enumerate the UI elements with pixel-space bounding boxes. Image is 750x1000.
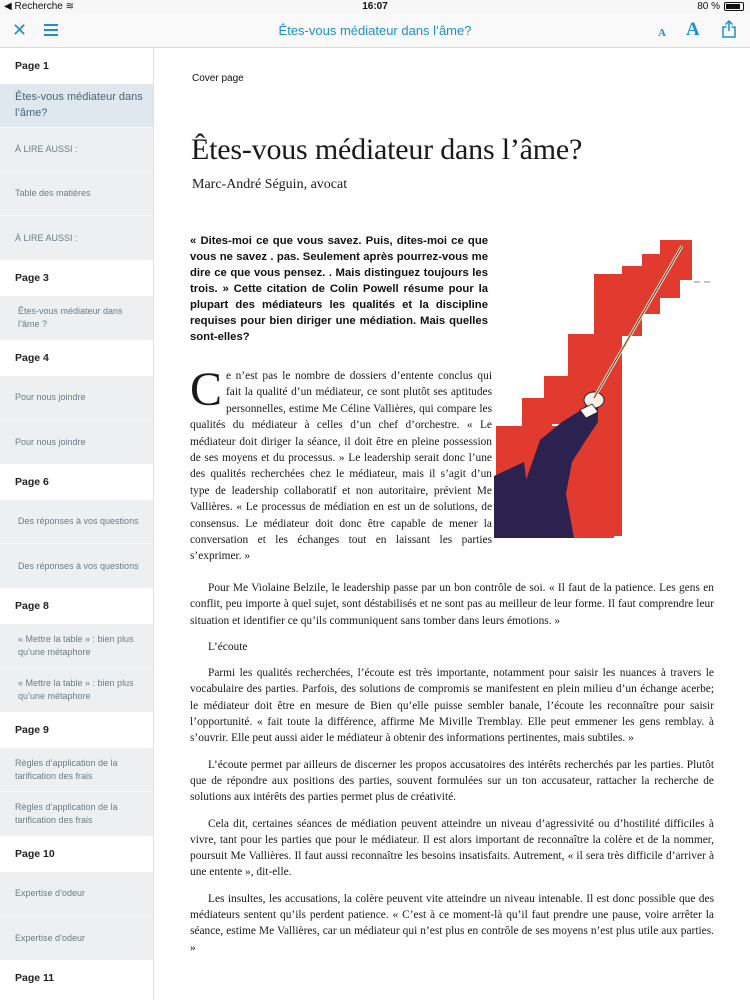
toc-item[interactable]: Pour nous joindre [15, 436, 86, 447]
battery-percent: 80 % [697, 1, 720, 12]
toc-item[interactable]: Table des matières [0, 172, 153, 216]
toc-group [0, 376, 153, 464]
section-subheading: L’écoute [208, 640, 248, 653]
article-title: Êtes-vous médiateur dans l’âme? [191, 133, 583, 166]
toc-page-header[interactable]: Page 3 [0, 260, 153, 296]
article-lede: « Dites-moi ce que vous savez. Puis, dites-moi ce que vous ne savez . pas. Seulement après pourrez-vous me dire ce que vous pensez. . Mais distinguez toujours les trois. » Cette citation de Colin Powell résume pour la plupart des médiateurs les qualités et la discipline requises pour bien diriger une médiation. Mais quelles sont-elles? [190, 235, 488, 343]
navigation-bar [0, 14, 750, 48]
document-title: Êtes-vous médiateur dans l’âme? [278, 23, 472, 38]
status-time: 16:07 [362, 1, 388, 12]
paragraph: Parmi les qualités recherchées, l’écoute est très importante, notamment pour saisir les nuances à travers le vocabulaire des parties. Parfois, des solutions de compromis se manifestent en plein milieu d’un échange acerbe; le médiateur doit être en mesure de Bien qu’elle puisse sembler banale, l’écoute les reconnaître pour saisir l’opportunité. « fait toute la différence, affirme Me Miville Tremblay. Elle peut emmener les gens remblay. à s’ouvrir. Elle peut aussi aider le médiateur à obtenir des informations pertinentes, mais subtiles. » [190, 667, 714, 745]
toc-item[interactable]: Pour nous joindre [0, 376, 153, 420]
toc-group [0, 624, 153, 712]
toc-group [0, 748, 153, 836]
toc-item[interactable]: Expertise d’odeur [0, 872, 153, 916]
decrease-font-button[interactable]: A [658, 27, 666, 39]
toc-item[interactable]: À LIRE AUSSI : [15, 232, 78, 243]
wifi-icon: ≋ [65, 1, 74, 12]
toc-item[interactable]: À LIRE AUSSI : [0, 128, 153, 172]
toc-page-header[interactable]: Page 4 [0, 340, 153, 376]
increase-font-button[interactable]: A [686, 19, 700, 40]
drop-cap: C [190, 363, 223, 416]
back-to-search-link[interactable]: ◀ Recherche ≋ [4, 1, 74, 12]
article-author: Marc-André Séguin, avocat [192, 177, 348, 192]
toc-item[interactable]: Êtes-vous médiateur dans l’âme? [0, 84, 153, 128]
toc-page-header[interactable]: Page 8 [0, 588, 153, 624]
toc-item[interactable]: Des réponses à vos questions [18, 560, 139, 571]
first-paragraph-text: e n’est pas le nombre de dossiers d’entente conclus qui fait la qualité d’un médiateur, ce sont plutôt ses aptitudes personnelles, estime Me Céline Vallières, qui compare les qualités du médiateur à celles d’un chef d’orchestre. « Le médiateur doit diriger la séance, il doit être en pleine possession de ses moyens et du processus. » Le leadership serait donc l’une des qualités recherchées chez le médiateur, mais il s’agit d’un type de leadership collaboratif et non autoritaire, prévient Me Vallières. « Le processus de médiation en est un de solutions, de consensus. Le médiateur doit donc être capable de mener la conversation et les échanges tout en laissant les parties s’exprimer. » [190, 370, 492, 563]
toc-group [0, 84, 153, 260]
toc-page-header[interactable]: Page 6 [0, 464, 153, 500]
toc-page-header[interactable]: Page 11 [0, 960, 153, 996]
toc-item[interactable]: « Mettre la table » : bien plus qu’une métaphore [0, 624, 153, 668]
share-icon[interactable] [722, 20, 736, 38]
cover-page-label: Cover page [192, 73, 244, 84]
status-bar [0, 0, 750, 14]
battery-icon [724, 2, 744, 11]
toc-sidebar [0, 48, 154, 1000]
toc-item[interactable]: Expertise d’odeur [15, 932, 86, 943]
first-paragraph [190, 363, 492, 565]
toc-item[interactable]: Êtes-vous médiateur dans l’âme ? [18, 306, 123, 329]
paragraph: Cela dit, certaines séances de médiation peuvent atteindre un niveau d’agressivité ou d’hostilité difficiles à vivre, tant pour les parties que pour le médiateur. Il est alors important de reconnaître la colère et de la nommer, poursuit Me Vallières. Il faut aussi reconnaître les besoins insatisfaits. Autrement, « il sera très difficile d’arriver à une entente », dit-elle. [190, 817, 714, 879]
conductor-illustration [494, 226, 724, 538]
paragraph: Pour Me Violaine Belzile, le leadership passe par un bon contrôle de soi. « Il faut de la patience. Les gens en conflit, peu importe à quel sujet, sont déstabilisés et ne sont pas au meilleur de leur forme. Il faut comprendre leur situation et identifier ce qu’ils communiquent sans tomber dans leurs émotions. » [190, 582, 714, 627]
toc-item[interactable]: « Mettre la table » : bien plus qu’une métaphore [18, 678, 134, 701]
article-view [154, 48, 750, 1000]
toc-item[interactable]: Règles d’application de la tarification des frais [0, 748, 153, 792]
toc-page-header[interactable]: Page 9 [0, 712, 153, 748]
toc-group [0, 296, 153, 340]
toc-page-header[interactable]: Page 10 [0, 836, 153, 872]
toc-group [0, 500, 153, 588]
close-icon[interactable]: ✕ [12, 20, 28, 40]
back-label: Recherche [14, 1, 63, 12]
toc-item[interactable]: Règles d’application de la tarification des frais [15, 802, 118, 825]
toc-item[interactable]: Des réponses à vos questions [0, 500, 153, 544]
paragraph: Les insultes, les accusations, la colère peuvent vite atteindre un niveau intenable. Il est donc possible que des médiateurs sentent qu’ils perdent patience. « C’est à ce moment-là qu’il faut prendre une pause, voire arrêter la séance, estime Me Vallières, car un médiateur qui n’est plus en contrôle de ses moyens n’est plus utile aux parties. » [190, 892, 714, 954]
conductor-hand [584, 392, 604, 408]
article-body [190, 580, 714, 966]
paragraph: L’écoute permet par ailleurs de discerner les propos accusatoires des intérêts recherchés par les parties. Plutôt que de répondre aux positions des parties, souvent formulées sur un ton accusateur, rattacher la recherche de solutions aux intérêts des parties permet plus de créativité. [190, 758, 714, 804]
toc-page-header[interactable]: Page 1 [0, 48, 153, 84]
toc-group [0, 872, 153, 960]
